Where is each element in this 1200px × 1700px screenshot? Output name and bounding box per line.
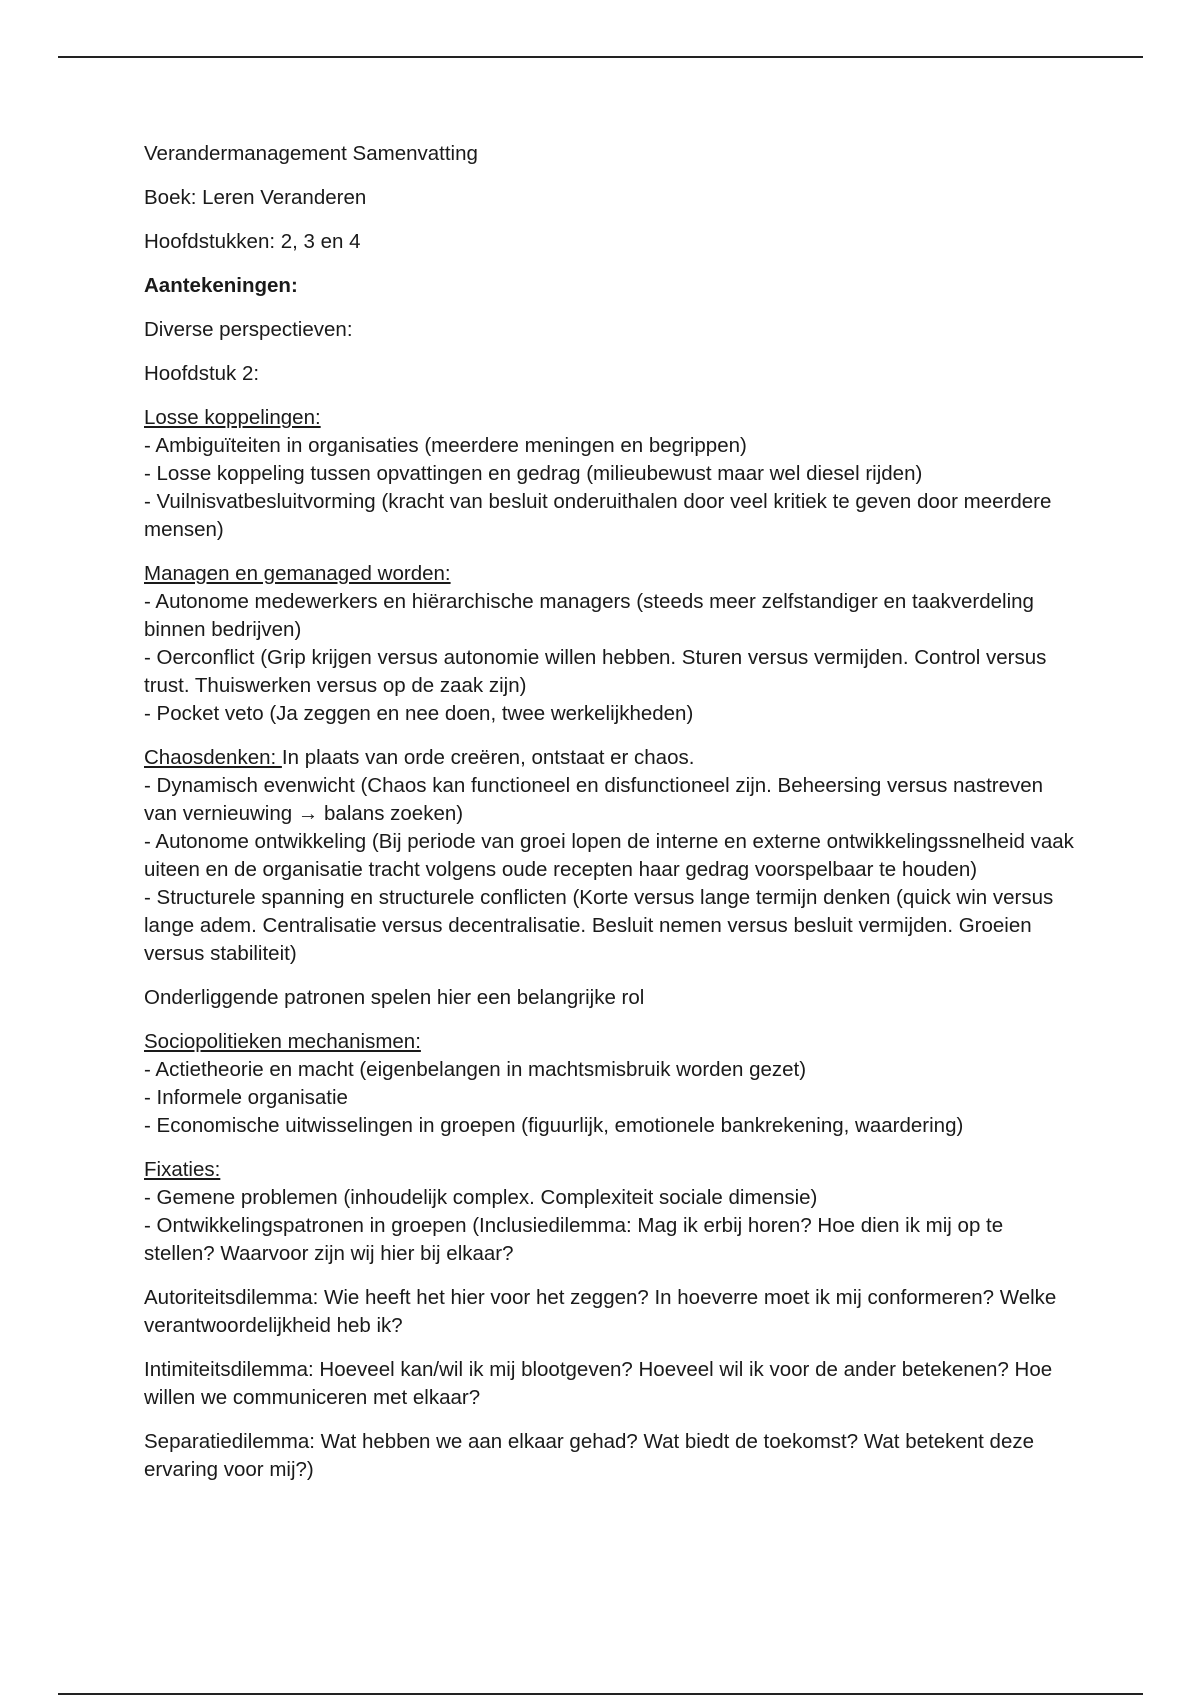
list-item: - Ambiguïteiten in organisaties (meerdere meningen en begrippen) — [144, 434, 747, 457]
list-item: - Actietheorie en macht (eigenbelangen in machtsmisbruik worden gezet) — [144, 1058, 807, 1081]
list-item: - Autonome ontwikkeling (Bij periode van groei lopen de interne en externe ontwikkelingssnelheid vaak uiteen en de organisatie tracht volgens oude recepten haar gedrag voorspelbaar te houden) — [144, 830, 1074, 881]
list-item: - Structurele spanning en structurele conflicten (Korte versus lange termijn denken (quick win versus lange adem. Centralisatie versus decentralisatie. Besluit nemen versus besluit vermijden. Groeien versus stabiliteit) — [144, 886, 1054, 965]
document-body — [144, 140, 1074, 1500]
section-heading: Managen en gemanaged worden: — [144, 562, 451, 585]
list-item: - Vuilnisvatbesluitvorming (kracht van besluit onderuithalen door veel kritiek te geven door meerdere mensen) — [144, 490, 1052, 541]
section-fixaties — [144, 1156, 1074, 1268]
top-rule — [58, 56, 1143, 58]
section-chaosdenken — [144, 744, 1074, 968]
list-item: - Economische uitwisselingen in groepen (figuurlijk, emotionele bankrekening, waardering) — [144, 1114, 964, 1137]
notes-heading: Aantekeningen: — [144, 274, 298, 297]
chapter-heading: Hoofdstuk 2: — [144, 362, 260, 385]
section-sociopolitieken — [144, 1028, 1074, 1140]
section-managen — [144, 560, 1074, 728]
section-heading: Losse koppelingen: — [144, 406, 321, 429]
list-item: - Losse koppeling tussen opvattingen en gedrag (milieubewust maar wel diesel rijden) — [144, 462, 923, 485]
document-title: Verandermanagement Samenvatting — [144, 142, 478, 165]
separation-dilemma: Separatiedilemma: Wat hebben we aan elkaar gehad? Wat biedt de toekomst? Wat betekent deze ervaring voor mij?) — [144, 1430, 1034, 1481]
section-losse-koppelingen — [144, 404, 1074, 544]
list-item: - Pocket veto (Ja zeggen en nee doen, twee werkelijkheden) — [144, 702, 694, 725]
list-item: - Dynamisch evenwicht (Chaos kan functioneel en disfunctioneel zijn. Beheersing versus nastreven van vernieuwing → balans zoeken) — [144, 774, 1044, 825]
list-item: - Ontwikkelingspatronen in groepen (Inclusiedilemma: Mag ik erbij horen? Hoe dien ik mij op te stellen? Waarvoor zijn wij hier bij elkaar? — [144, 1214, 1004, 1265]
perspectives-line: Diverse perspectieven: — [144, 318, 353, 341]
intimacy-dilemma: Intimiteitsdilemma: Hoeveel kan/wil ik mij blootgeven? Hoeveel wil ik voor de ander betekenen? Hoe willen we communiceren met elkaar? — [144, 1358, 1053, 1409]
section-intro: In plaats van orde creëren, ontstaat er chaos. — [281, 746, 695, 769]
list-item: - Oerconflict (Grip krijgen versus autonomie willen hebben. Sturen versus vermijden. Control versus trust. Thuiswerken versus op de zaak zijn) — [144, 646, 1047, 697]
section-heading: Sociopolitieken mechanismen: — [144, 1030, 421, 1053]
patterns-line: Onderliggende patronen spelen hier een belangrijke rol — [144, 986, 645, 1009]
list-item: - Gemene problemen (inhoudelijk complex. Complexiteit sociale dimensie) — [144, 1186, 818, 1209]
list-item: - Autonome medewerkers en hiërarchische managers (steeds meer zelfstandiger en taakverdeling binnen bedrijven) — [144, 590, 1034, 641]
section-heading: Fixaties: — [144, 1158, 221, 1181]
chapters-line: Hoofdstukken: 2, 3 en 4 — [144, 230, 361, 253]
book-line: Boek: Leren Veranderen — [144, 186, 367, 209]
section-heading: Chaosdenken: — [144, 746, 282, 769]
list-item: - Informele organisatie — [144, 1086, 348, 1109]
authority-dilemma: Autoriteitsdilemma: Wie heeft het hier voor het zeggen? In hoeverre moet ik mij conformeren? Welke verantwoordelijkheid heb ik? — [144, 1286, 1057, 1337]
bottom-rule — [58, 1693, 1143, 1695]
